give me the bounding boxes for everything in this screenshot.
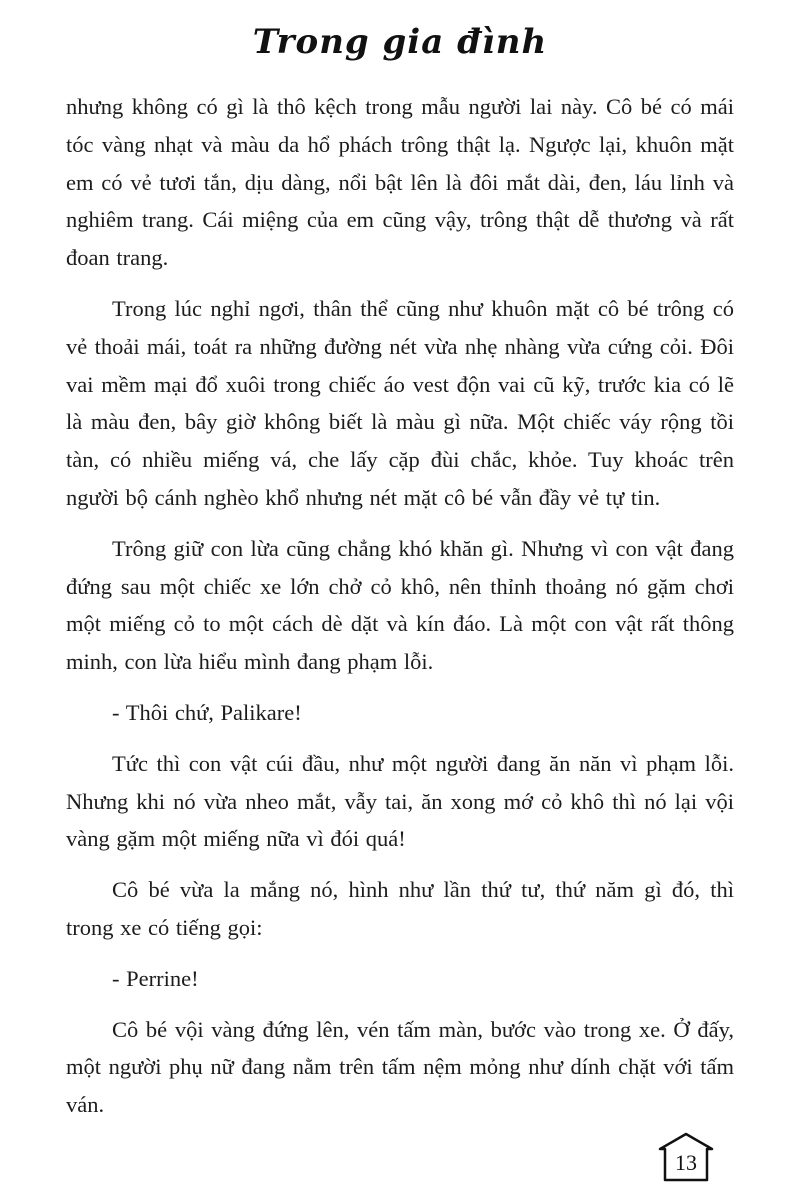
dialogue-paragraph: - Thôi chứ, Palikare! (112, 699, 302, 725)
paragraph: Tức thì con vật cúi đầu, như một người đang ăn năn vì phạm lỗi. Nhưng khi nó vừa nheo mắt, vẫy tai, ăn xong mớ cỏ khô thì nó lại vội vàng gặm một miếng nữa vì đói quá! (66, 750, 734, 852)
page-number-badge (658, 1132, 714, 1182)
dialogue-paragraph: - Perrine! (112, 965, 199, 991)
paragraph: Cô bé vội vàng đứng lên, vén tấm màn, bước vào trong xe. Ở đấy, một người phụ nữ đang nằm trên tấm nệm mỏng như dính chặt với tấm ván. (66, 1016, 734, 1118)
paragraph: Cô bé vừa la mắng nó, hình như lần thứ tư, thứ năm gì đó, thì trong xe có tiếng gọi: (66, 877, 734, 940)
page-number: 13 (675, 1150, 697, 1175)
page-title: Trong gia đình (252, 22, 548, 62)
paragraph: nhưng không có gì là thô kệch trong mẫu người lai này. Cô bé có mái tóc vàng nhạt và màu da hổ phách trông thật lạ. Ngược lại, khuôn mặt em có vẻ tươi tắn, dịu dàng, nổi bật lên là đôi mắt dài, đen, láu lỉnh và nghiêm trang. Cái miệng của em cũng vậy, trông thật dễ thương và rất đoan trang. (66, 94, 734, 271)
paragraph: Trông giữ con lừa cũng chẳng khó khăn gì. Nhưng vì con vật đang đứng sau một chiếc xe lớn chở cỏ khô, nên thỉnh thoảng nó gặm chơi một miếng cỏ to một cách dè dặt và kín đáo. Là một con vật rất thông minh, con lừa hiểu mình đang phạm lỗi. (66, 535, 734, 675)
paragraph: Trong lúc nghỉ ngơi, thân thể cũng như khuôn mặt cô bé trông có vẻ thoải mái, toát ra những đường nét vừa nhẹ nhàng vừa cứng cỏi. Đôi vai mềm mại đổ xuôi trong chiếc áo vest độn vai cũ kỹ, trước kia có lẽ là màu đen, bây giờ không biết là màu gì nữa. Một chiếc váy rộng tồi tàn, có nhiều miếng vá, che lấy cặp đùi chắc, khỏe. Tuy khoác trên người bộ cánh nghèo khổ nhưng nét mặt cô bé vẫn đầy vẻ tự tin. (66, 295, 734, 510)
